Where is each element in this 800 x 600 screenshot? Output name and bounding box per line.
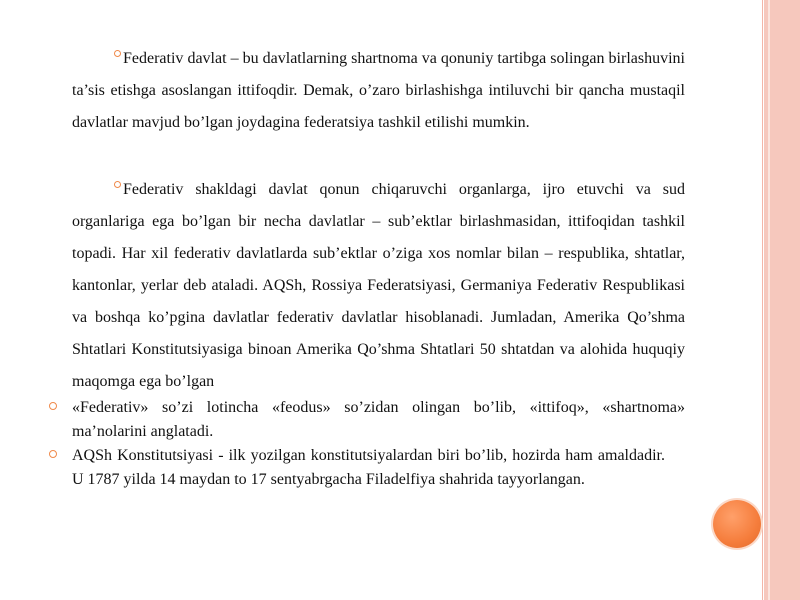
paragraph-federativ-davlat [72, 43, 685, 139]
bullet-aqsh-konstitutsiyasi: AQSh Konstitutsiyasi - ilk yozilgan konstitutsiyalardan biri bo’lib, hozirda ham amaldadir. U 1787 yilda 14 maydan to 17 sentyabrgacha Filadelfiya shahrida tayyorlangan. [72, 447, 665, 488]
paragraph1-text: Federativ davlat – bu davlatlarning shartnoma va qonuniy tartibga solingan birlashuvini ta’sis etishga asoslangan ittifoqdir. Demak, o’zaro birlashishga intiluvchi bir qancha mustaqil davlatlar mavjud bo’lgan joydagina federatsiya tashkil etilishi mumkin. [72, 50, 685, 131]
bullet-icon [114, 181, 121, 188]
bullet-federativ-etymology: «Federativ» so’zi lotincha «feodus» so’zidan olingan bo’lib, «ittifoq», «shartnoma» ma’nolarini anglatadi. [72, 399, 685, 440]
bullet-icon [49, 402, 57, 410]
next-slide-button[interactable] [713, 500, 761, 548]
bullet-icon [114, 50, 121, 57]
bullet-icon [49, 450, 57, 458]
paragraph-federativ-shakl [72, 174, 685, 398]
decorative-line [762, 0, 763, 600]
decorative-stripe [768, 0, 770, 600]
paragraph2-text: Federativ shakldagi davlat qonun chiqaruvchi organlarga, ijro etuvchi va sud organlariga ega bo’lgan bir necha davlatlar – sub’ektlar birlashmasidan, ittifoqidan tashkil topadi. Har xil federativ davlatlarda sub’ektlar o’ziga xos nomlar bilan – respublika, shtatlar, kantonlar, yerlar deb ataladi. AQSh, Rossiya Federatsiyasi, Germaniya Federativ Respublikasi va boshqa ko’pgina davlatlar federativ davlatlar hisoblanadi. Jumladan, Amerika Qo’shma Shtatlari Konstitutsiyasiga binoan Amerika Qo’shma Shtatlari 50 shtatdan va alohida huquqiy maqomga ega bo’lgan [72, 181, 685, 390]
